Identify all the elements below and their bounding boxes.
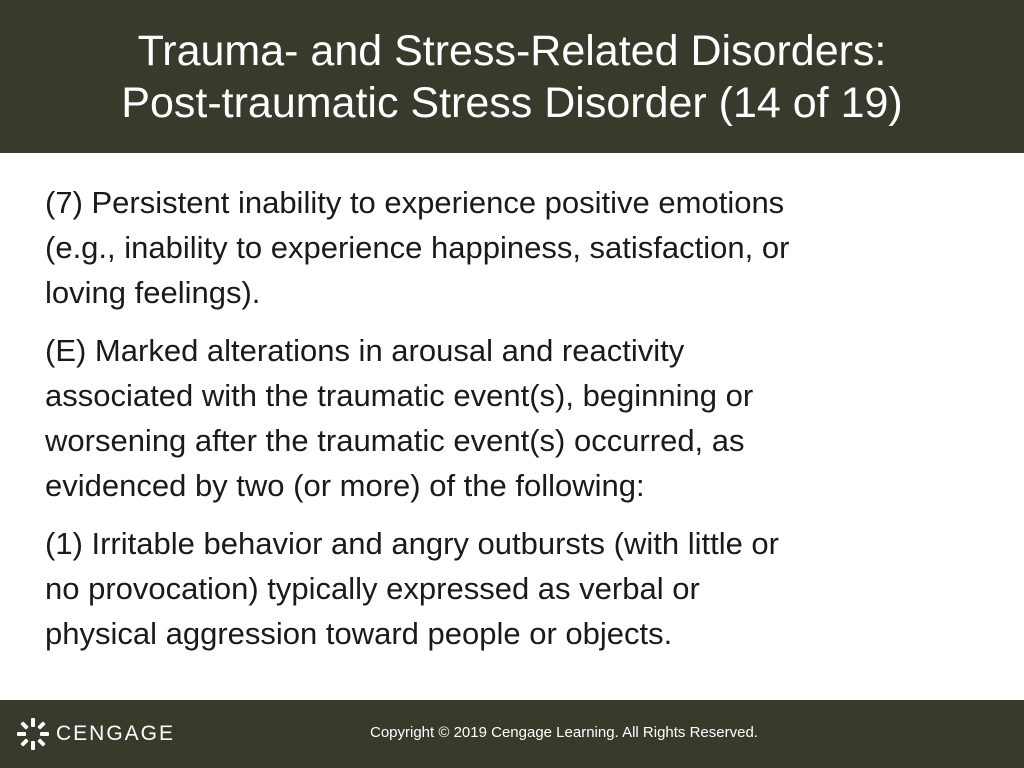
cengage-starburst-icon <box>16 717 50 751</box>
slide-title-line-2: Post-traumatic Stress Disorder (14 of 19) <box>121 78 903 127</box>
paragraph-line: (7) Persistent inability to experience positive emotions <box>45 185 785 220</box>
footer-bar <box>0 700 1024 768</box>
paragraph-line: associated with the traumatic event(s), beginning or <box>45 378 754 413</box>
paragraph-line: (1) Irritable behavior and angry outbursts (with little or <box>45 526 779 561</box>
paragraph-line: loving feelings). <box>45 275 261 310</box>
logo-wordmark: CENGAGE <box>56 722 176 745</box>
title-bar <box>0 0 1024 153</box>
paragraph-line: no provocation) typically expressed as verbal or <box>45 571 700 606</box>
paragraph-line: worsening after the traumatic event(s) occurred, as <box>45 423 745 458</box>
paragraph-7-positive-emotions <box>45 180 995 315</box>
paragraph-line: (e.g., inability to experience happiness, satisfaction, or <box>45 230 790 265</box>
copyright-notice: Copyright © 2019 Cengage Learning. All Rights Reserved. <box>370 724 758 741</box>
slide-body <box>45 180 995 669</box>
cengage-logo <box>16 716 175 752</box>
paragraph-e-arousal-reactivity <box>45 328 995 508</box>
paragraph-line: physical aggression toward people or objects. <box>45 616 673 651</box>
slide-title-line-1: Trauma- and Stress-Related Disorders: <box>137 26 887 75</box>
paragraph-1-irritable-behavior <box>45 521 995 656</box>
paragraph-line: (E) Marked alterations in arousal and reactivity <box>45 333 685 368</box>
paragraph-line: evidenced by two (or more) of the following: <box>45 468 645 503</box>
